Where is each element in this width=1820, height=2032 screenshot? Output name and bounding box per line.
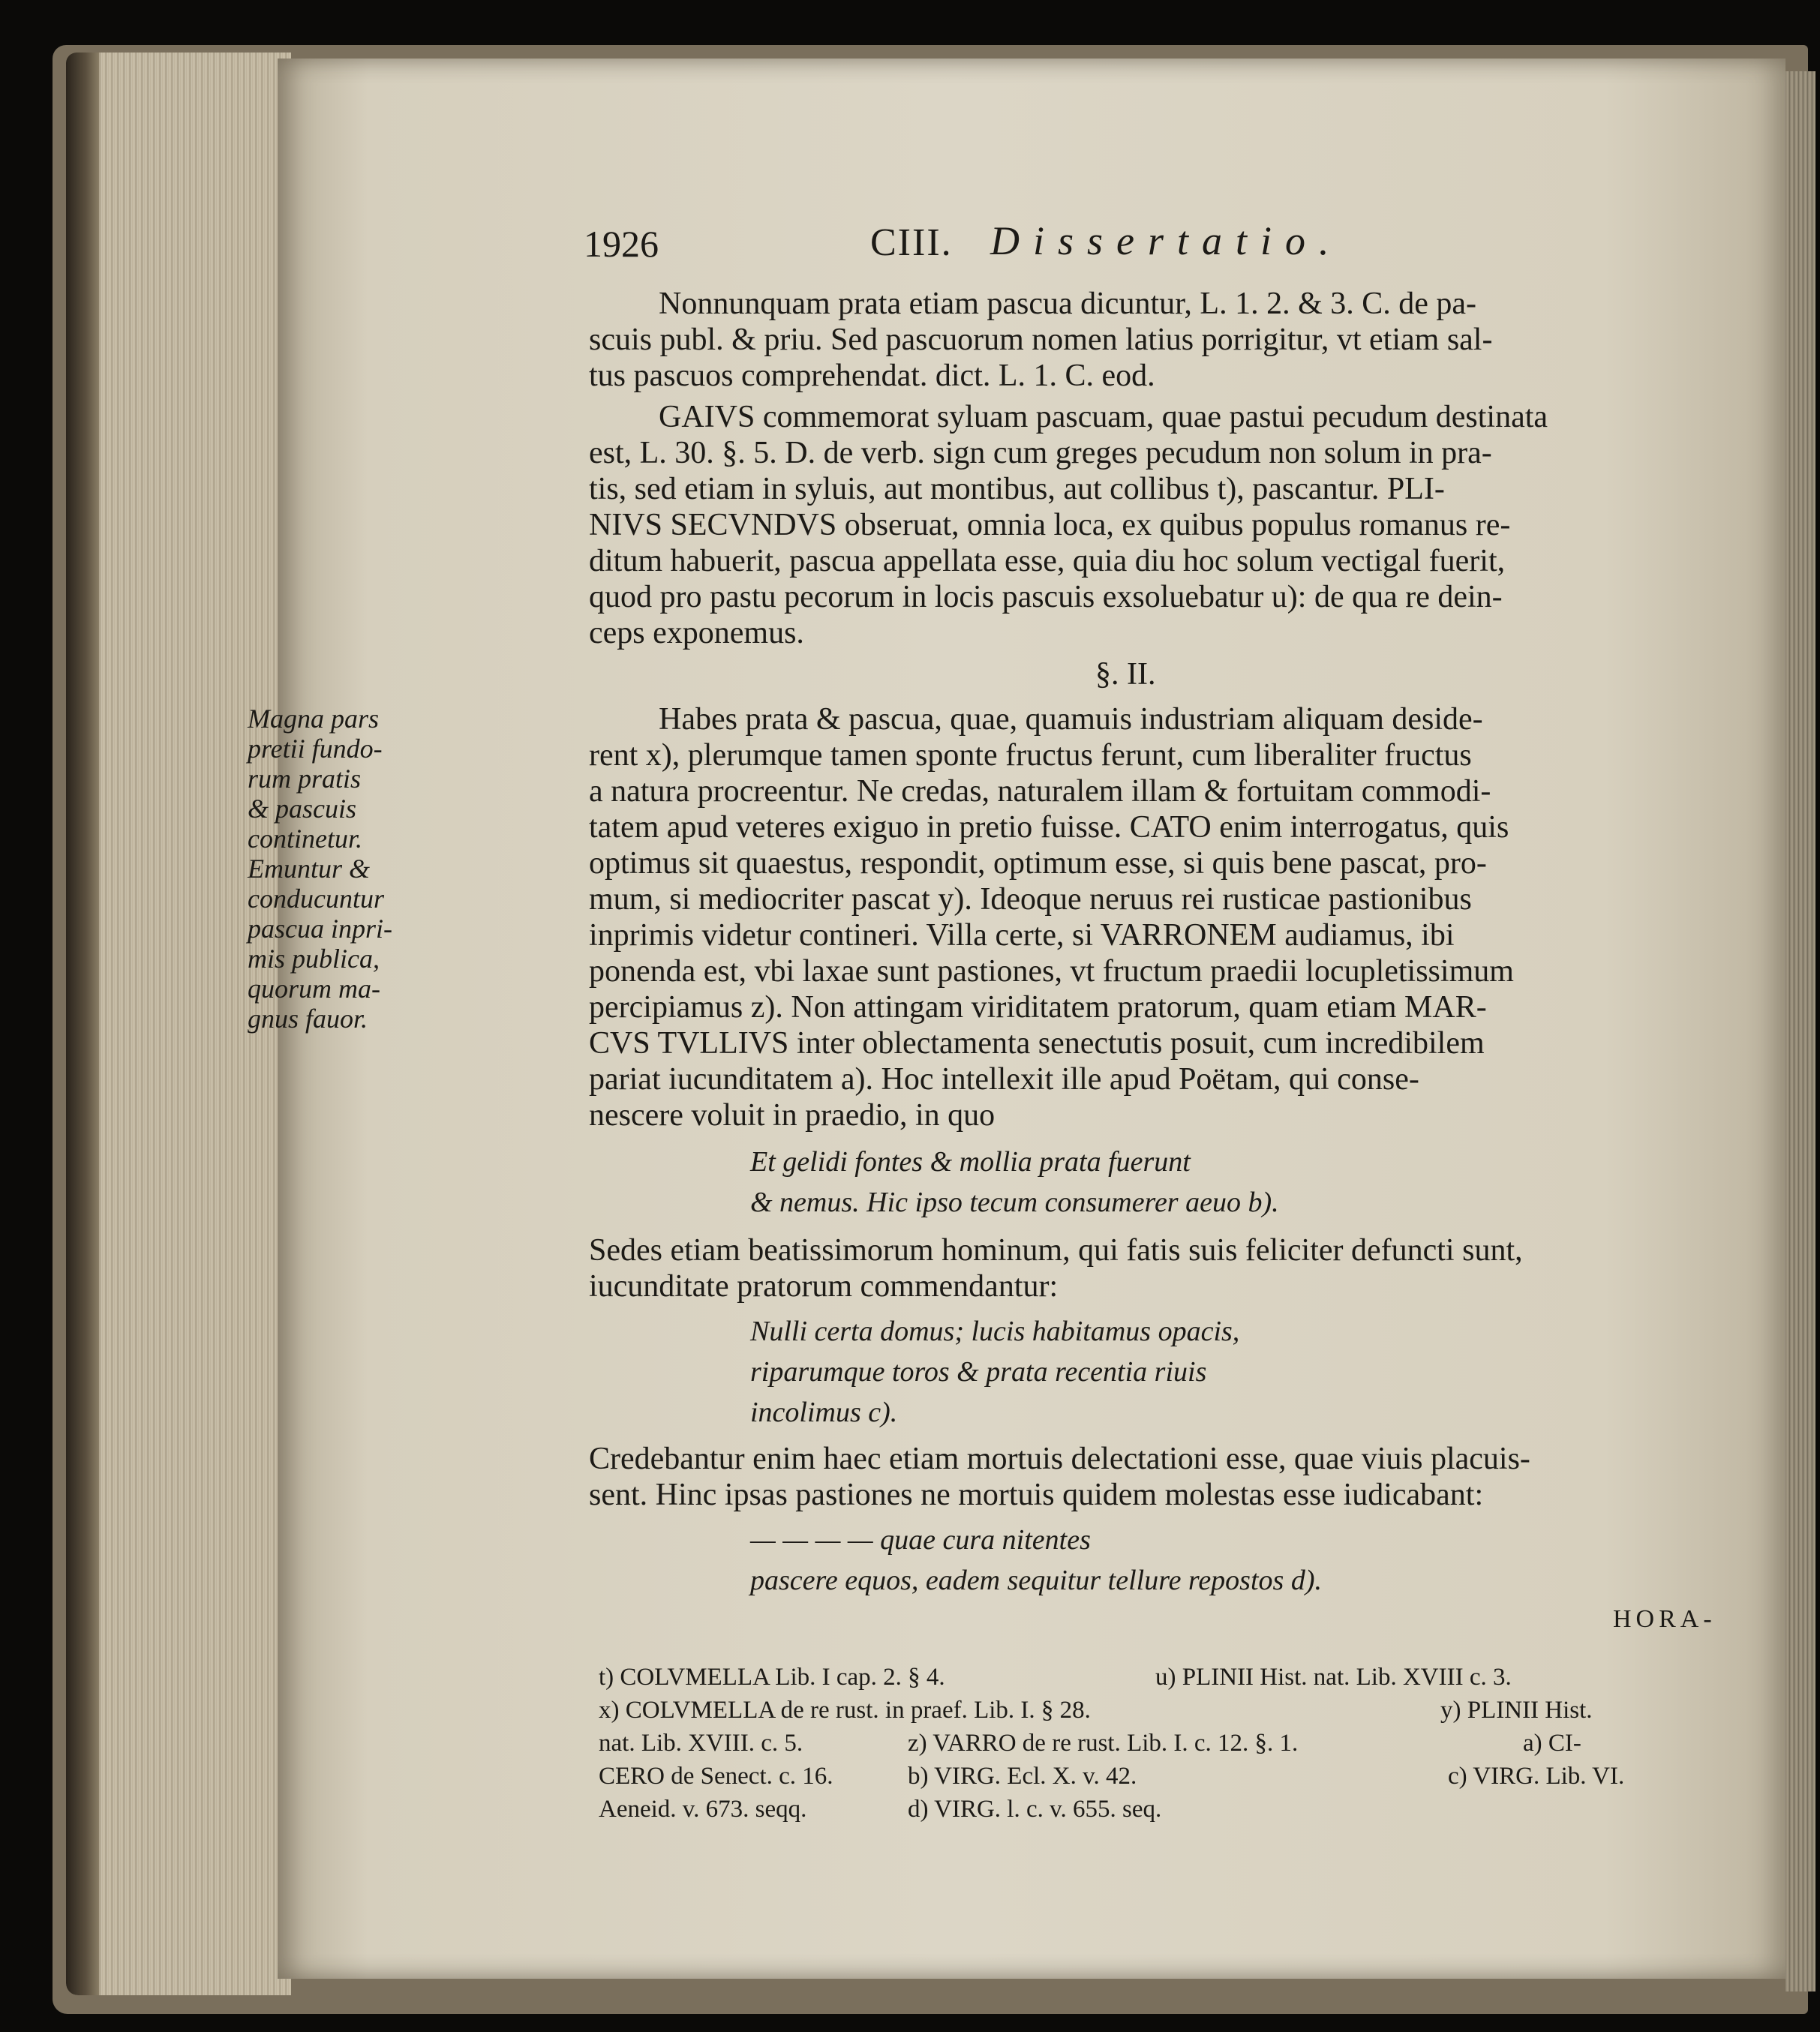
- text-line: Nonnunquam prata etiam pascua dicuntur, L. 1. 2. & 3. C. de pa-: [659, 287, 1477, 321]
- text-line: ditum habuerit, pascua appellata esse, quia diu hoc solum vectigal fuerit,: [589, 544, 1506, 578]
- footnote: y) PLINII Hist.: [1440, 1697, 1593, 1724]
- marginal-note-line: Emuntur &: [248, 854, 371, 884]
- catchword: HORA-: [1613, 1605, 1716, 1633]
- footnote: nat. Lib. XVIII. c. 5.: [599, 1730, 803, 1757]
- footnote: x) COLVMELLA de re rust. in praef. Lib. I. § 28.: [599, 1697, 1091, 1724]
- text-line: inprimis videtur contineri. Villa certe, si VARRONEM audiamus, ibi: [589, 918, 1455, 953]
- marginal-note-line: quorum ma-: [248, 974, 380, 1004]
- text-line: optimus sit quaestus, respondit, optimum esse, si quis bene pascat, pro-: [589, 846, 1487, 881]
- binding-cloth: [66, 53, 99, 1995]
- footnote: b) VIRG. Ecl. X. v. 42.: [908, 1763, 1137, 1790]
- footnote: z) VARRO de re rust. Lib. I. c. 12. §. 1.: [908, 1730, 1299, 1757]
- text-line: CVS TVLLIVS inter oblectamenta senectutis posuit, cum incredibilem: [589, 1026, 1485, 1061]
- text-line: iucunditate pratorum commendantur:: [589, 1269, 1059, 1304]
- text-line: tis, sed etiam in syluis, aut montibus, aut collibus t), pascantur. PLI-: [589, 472, 1445, 506]
- text-line: a natura procreentur. Ne credas, naturalem illam & fortuitam commodi-: [589, 774, 1491, 809]
- verse-line: Nulli certa domus; lucis habitamus opacis,: [750, 1316, 1240, 1347]
- text-line: sent. Hinc ipsas pastiones ne mortuis quidem molestas esse iudicabant:: [589, 1478, 1484, 1512]
- marginal-note-line: Magna pars: [248, 704, 380, 734]
- verse-line: & nemus. Hic ipso tecum consumerer aeuo b).: [750, 1187, 1279, 1218]
- text-line: ceps exponemus.: [589, 616, 804, 650]
- footnote: t) COLVMELLA Lib. I cap. 2. § 4.: [599, 1664, 945, 1691]
- text-line: Sedes etiam beatissimorum hominum, qui fatis suis feliciter defuncti sunt,: [589, 1233, 1523, 1268]
- text-line: mum, si mediocriter pascat y). Ideoque neruus rei rusticae pastionibus: [589, 882, 1472, 917]
- marginal-note-line: pretii fundo-: [248, 734, 383, 764]
- text-line: ponenda est, vbi laxae sunt pastiones, vt fructum praedii locupletissimum: [589, 954, 1514, 989]
- text-line: pariat iucunditatem a). Hoc intellexit ille apud Poëtam, qui conse-: [589, 1062, 1419, 1097]
- page-title: Dissertatio.: [990, 218, 1343, 263]
- chapter-number: CIII.: [870, 221, 953, 264]
- text-line: GAIVS commemorat syluam pascuam, quae pastui pecudum destinata: [659, 400, 1548, 434]
- verse-line: — — — — quae cura nitentes: [750, 1524, 1091, 1556]
- marginal-note-line: pascua inpri-: [248, 914, 392, 944]
- verse-line: Et gelidi fontes & mollia prata fuerunt: [750, 1146, 1191, 1178]
- marginal-note-line: conducuntur: [248, 884, 384, 914]
- footnote: a) CI-: [1523, 1730, 1581, 1757]
- footnote: c) VIRG. Lib. VI.: [1448, 1763, 1625, 1790]
- verse-line: riparumque toros & prata recentia riuis: [750, 1356, 1207, 1388]
- footnote: d) VIRG. l. c. v. 655. seq.: [908, 1796, 1162, 1823]
- book-page: [248, 59, 1785, 1979]
- right-page-edge: [1785, 71, 1815, 1991]
- marginal-note-line: continetur.: [248, 824, 362, 854]
- marginal-note-line: rum pratis: [248, 764, 362, 794]
- footnote: Aeneid. v. 673. seqq.: [599, 1796, 807, 1823]
- verse-line: incolimus c).: [750, 1397, 898, 1428]
- text-line: tatem apud veteres exiguo in pretio fuisse. CATO enim interrogatus, quis: [589, 810, 1509, 845]
- text-line: Credebantur enim haec etiam mortuis delectationi esse, quae viuis placuis-: [589, 1442, 1530, 1476]
- text-line: quod pro pastu pecorum in locis pascuis exsoluebatur u): de qua re dein-: [589, 580, 1503, 614]
- text-line: NIVS SECVNDVS obseruat, omnia loca, ex quibus populus romanus re-: [589, 508, 1511, 542]
- text-line: rent x), plerumque tamen sponte fructus ferunt, cum liberaliter fructus: [589, 738, 1472, 773]
- page-number: 1926: [584, 223, 659, 265]
- footnote: u) PLINII Hist. nat. Lib. XVIII c. 3.: [1155, 1664, 1512, 1691]
- marginal-note-line: gnus fauor.: [248, 1004, 368, 1034]
- text-line: nescere voluit in praedio, in quo: [589, 1098, 996, 1133]
- verse-line: pascere equos, eadem sequitur tellure repostos d).: [750, 1565, 1322, 1596]
- text-line: tus pascuos comprehendat. dict. L. 1. C. eod.: [589, 359, 1155, 393]
- marginal-note-line: mis publica,: [248, 944, 380, 974]
- marginal-note-line: & pascuis: [248, 794, 357, 824]
- text-line: scuis publ. & priu. Sed pascuorum nomen latius porrigitur, vt etiam sal-: [589, 323, 1493, 357]
- footnote: CERO de Senect. c. 16.: [599, 1763, 833, 1790]
- text-line: percipiamus z). Non attingam viriditatem pratorum, quam etiam MAR-: [589, 990, 1487, 1025]
- text-line: Habes prata & pascua, quae, quamuis industriam aliquam deside-: [659, 702, 1483, 737]
- section-heading: §. II.: [1095, 657, 1156, 692]
- text-line: est, L. 30. §. 5. D. de verb. sign cum greges pecudum non solum in pra-: [589, 436, 1492, 470]
